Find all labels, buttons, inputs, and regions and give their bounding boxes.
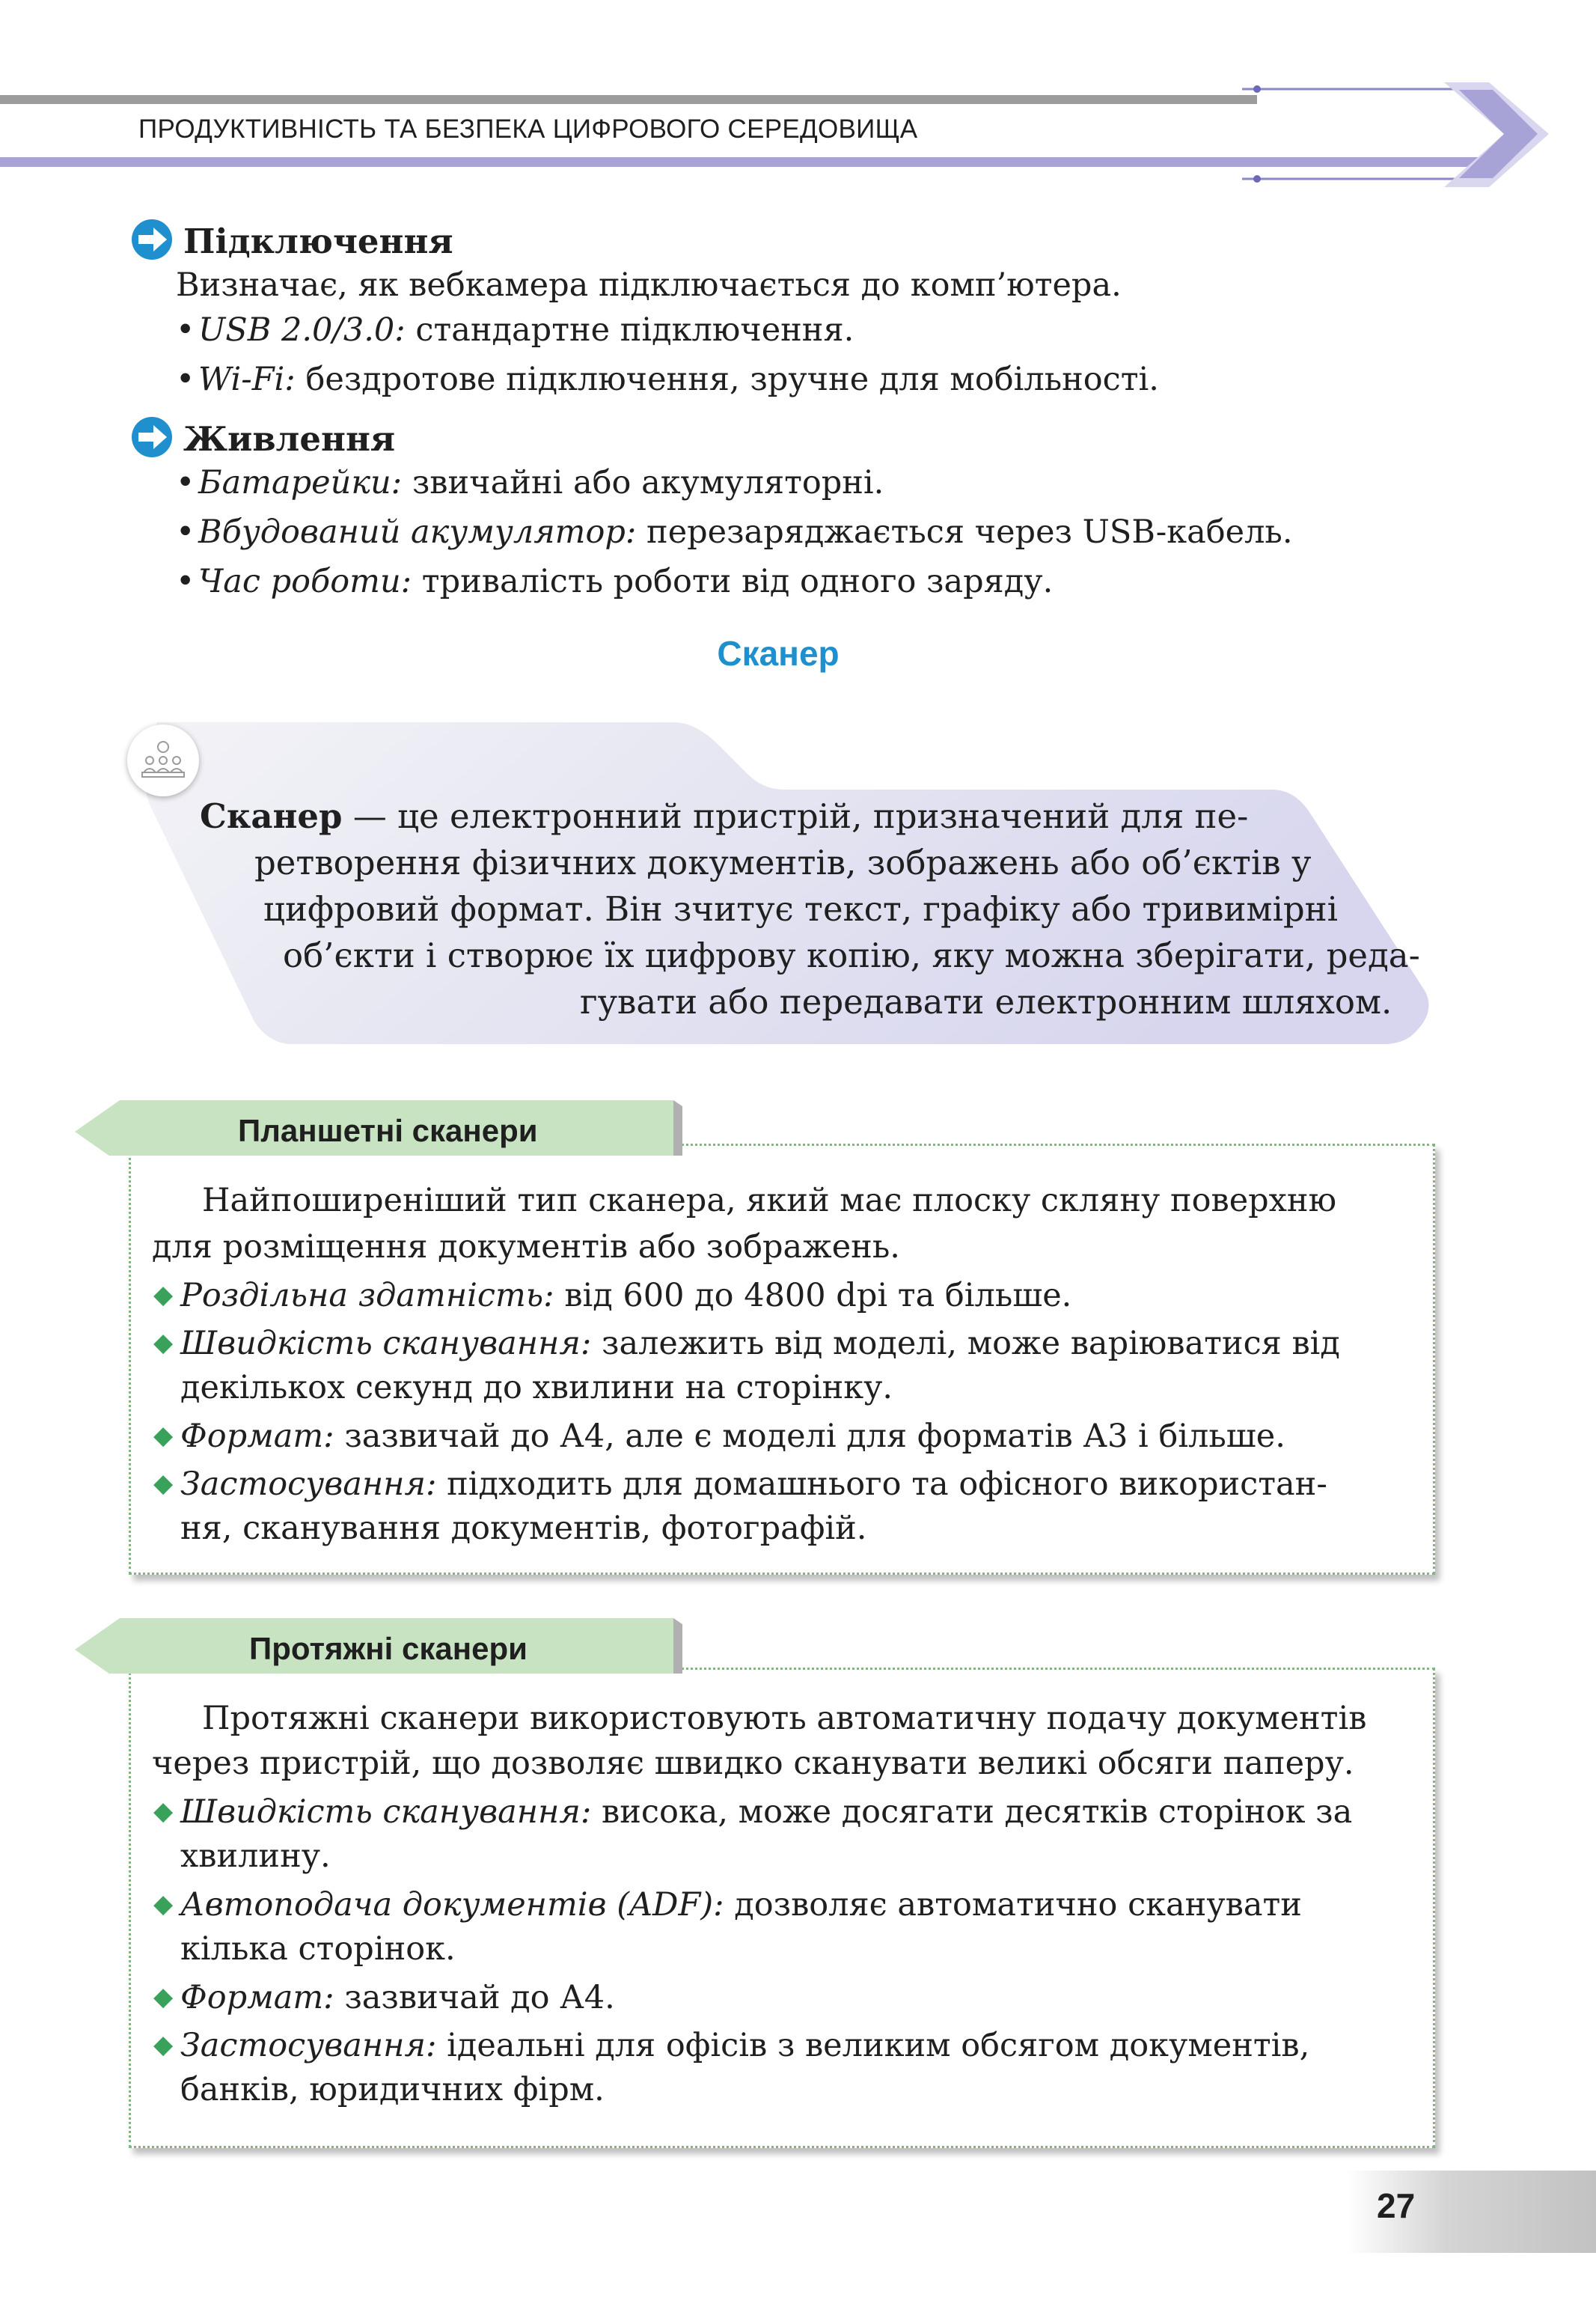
list-item: • USB 2.0/3.0: стандартне підключення.	[176, 311, 854, 349]
definition-line: об’єкти і створює їх цифрову копію, яку можна зберігати, реда-	[283, 936, 1420, 975]
list-item: • Вбудований акумулятор: перезаряджається через USB-кабель.	[176, 513, 1293, 551]
running-header: ПРОДУКТИВНІСТЬ ТА БЕЗПЕКА ЦИФРОВОГО СЕРЕДОВИЩА	[138, 115, 918, 144]
list-item: • Час роботи: тривалість роботи від одного заряду.	[176, 563, 1054, 600]
definition-line: ретворення фізичних документів, зображень або об’єктів у	[254, 843, 1312, 882]
arrow-right-circle-icon	[131, 219, 173, 260]
list-item: ◆ Автоподача документів (ADF): дозволяє автоматично сканувати	[153, 1886, 1302, 1924]
list-item: ◆ Швидкість сканування: залежить від моделі, може варіюватися від	[153, 1325, 1340, 1362]
section-title-scanner: Сканер	[717, 634, 840, 673]
header-arrow-icon	[1242, 75, 1556, 195]
sheetfed-tab-label: Протяжні сканери	[249, 1631, 528, 1666]
section-heading-power: Живлення	[131, 416, 395, 459]
flatbed-intro-2: для розміщення документів або зображень.	[152, 1228, 900, 1266]
list-item-cont: декількох секунд до хвилини на сторінку.	[180, 1369, 893, 1406]
list-item: ◆ Формат: зазвичай до А4.	[153, 1979, 615, 2016]
definition-line: гувати або передавати електронним шляхом.	[580, 982, 1392, 1022]
flatbed-tab-label: Планшетні сканери	[238, 1113, 538, 1148]
page-number: 27	[1377, 2186, 1416, 2225]
list-item-cont: банків, юридичних фірм.	[180, 2071, 605, 2108]
list-item: • Wi-Fi: бездротове підключення, зручне для мобільності.	[176, 361, 1159, 398]
list-item-cont: ня, сканування документів, фотографій.	[180, 1510, 867, 1547]
header-rule-top	[0, 95, 1257, 104]
list-item: ◆ Роздільна здатність: від 600 до 4800 dpi та більше.	[153, 1277, 1072, 1314]
list-item: ◆ Формат: зазвичай до А4, але є моделі для форматів А3 і більше.	[153, 1418, 1285, 1455]
definition-line: цифровий формат. Він зчитує текст, графіку або тривимірні	[263, 889, 1339, 929]
definition-term: Сканер	[200, 796, 343, 836]
list-item: ◆ Застосування: ідеальні для офісів з великим обсягом документів,	[153, 2027, 1310, 2064]
list-item-cont: хвилину.	[180, 1837, 331, 1875]
sheetfed-intro-2: через пристрій, що дозволяє швидко сканувати великі обсяги паперу.	[152, 1745, 1354, 1782]
list-item: • Батарейки: звичайні або акумуляторні.	[176, 464, 884, 501]
sheetfed-intro-1: Протяжні сканери використовують автоматичну подачу документів	[202, 1700, 1367, 1737]
definition-line: Сканер — це електронний пристрій, призначений для пе-	[200, 796, 1249, 836]
flatbed-intro-1: Найпоширеніший тип сканера, який має плоску скляну поверхню	[202, 1182, 1337, 1219]
connection-intro: Визначає, як вебкамера підключається до комп’ютера.	[176, 266, 1122, 304]
list-item-cont: кілька сторінок.	[180, 1930, 456, 1968]
arrow-right-circle-icon	[131, 416, 173, 458]
list-item: ◆ Швидкість сканування: висока, може досягати десятків сторінок за	[153, 1793, 1353, 1831]
list-item: ◆ Застосування: підходить для домашнього та офісного використан-	[153, 1465, 1327, 1503]
section-heading-connection: Підключення	[131, 219, 453, 261]
people-group-icon	[127, 725, 199, 796]
